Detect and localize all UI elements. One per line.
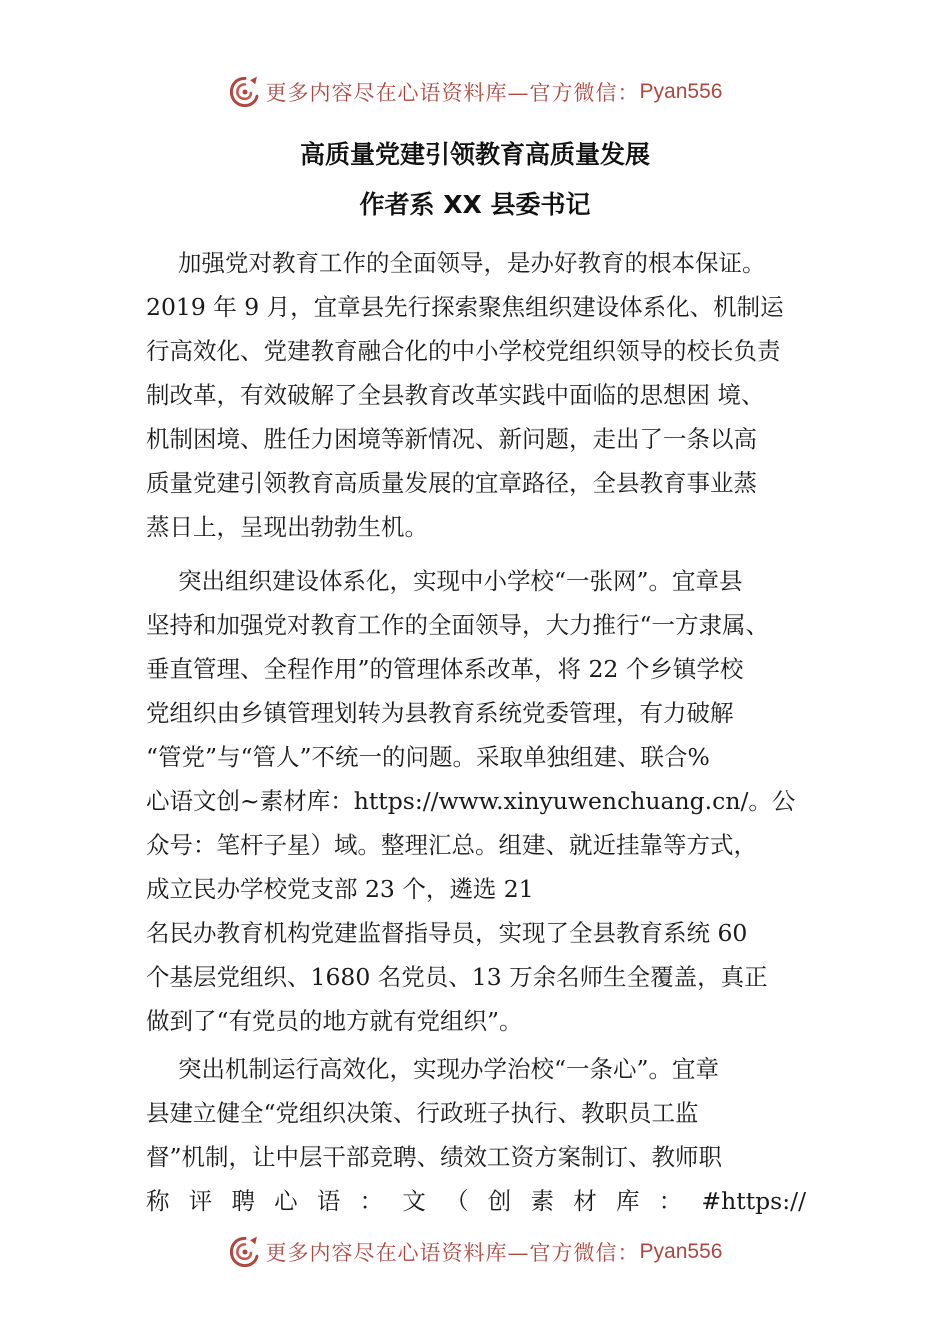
- wechat-id: Pyan556: [639, 80, 723, 103]
- text-line: 党组织由乡镇管理划转为县教育系统党委管理，有力破解: [146, 699, 734, 727]
- text-line: 众号：笔杆子星）域。整理汇总。组建、就近挂靠等方式，: [146, 831, 757, 859]
- text-line: 加强党对教育工作的全面领导，是办好教育的根本保证。: [178, 249, 766, 277]
- document-title: 高质量党建引领教育高质量发展: [299, 140, 650, 169]
- text-line: 垂直管理、全程作用”的管理体系改革，将 22 个乡镇学校: [146, 655, 744, 683]
- text-line: 质量党建引领教育高质量发展的宜章路径，全县教育事业蒸: [146, 469, 757, 497]
- text-line: 个基层党组织、1680 名党员、13 万余名师生全覆盖，真正: [146, 963, 768, 991]
- text-line: 督”机制，让中层干部竞聘、绩效工资方案制订、教师职: [146, 1143, 723, 1171]
- text-line: 成立民办学校党支部 23 个，遴选 21: [146, 875, 534, 903]
- document-author: 作者系 XX 县委书记: [359, 190, 591, 219]
- text-line: 县建立健全“党组织决策、行政班子执行、教职员工监: [146, 1099, 699, 1127]
- swirl-logo-icon: [228, 1235, 262, 1269]
- banner-text: 更多内容尽在心语资料库—官方微信：: [265, 81, 640, 105]
- text-line: 2019 年 9 月，宜章县先行探索聚焦组织建设体系化、机制运: [146, 293, 784, 321]
- text-line: 蒸日上，呈现出勃勃生机。: [146, 513, 428, 541]
- banner-text: 更多内容尽在心语资料库—官方微信：: [265, 1241, 640, 1265]
- swirl-logo-icon: [228, 75, 262, 109]
- text-line: 制改革，有效破解了全县教育改革实践中面临的思想困 境、: [146, 381, 765, 409]
- text-line: 突出机制运行高效化，实现办学治校“一条心”。宜章: [178, 1055, 720, 1083]
- text-line: 行高效化、党建教育融合化的中小学校党组织领导的校长负责: [146, 337, 781, 365]
- text-line: 心语文创~素材库：https://www.xinyuwenchuang.cn/。公: [146, 787, 796, 815]
- bottom-banner: [0, 1232, 950, 1272]
- text-line: 称评聘心语：文（创素材库：#https://: [146, 1187, 806, 1215]
- wechat-id: Pyan556: [639, 1240, 723, 1263]
- text-line: 突出组织建设体系化，实现中小学校“一张网”。宜章县: [178, 567, 743, 595]
- text-line: “管党”与“管人”不统一的问题。采取单独组建、联合%: [146, 743, 710, 771]
- top-banner: [0, 72, 950, 112]
- text-line: 机制困境、胜任力困境等新情况、新问题，走出了一条以高: [146, 425, 757, 453]
- text-line: 做到了“有党员的地方就有党组织”。: [146, 1007, 523, 1035]
- text-line: 名民办教育机构党建监督指导员，实现了全县教育系统 60: [146, 919, 748, 947]
- text-line: 坚持和加强党对教育工作的全面领导，大力推行“一方隶属、: [146, 611, 770, 639]
